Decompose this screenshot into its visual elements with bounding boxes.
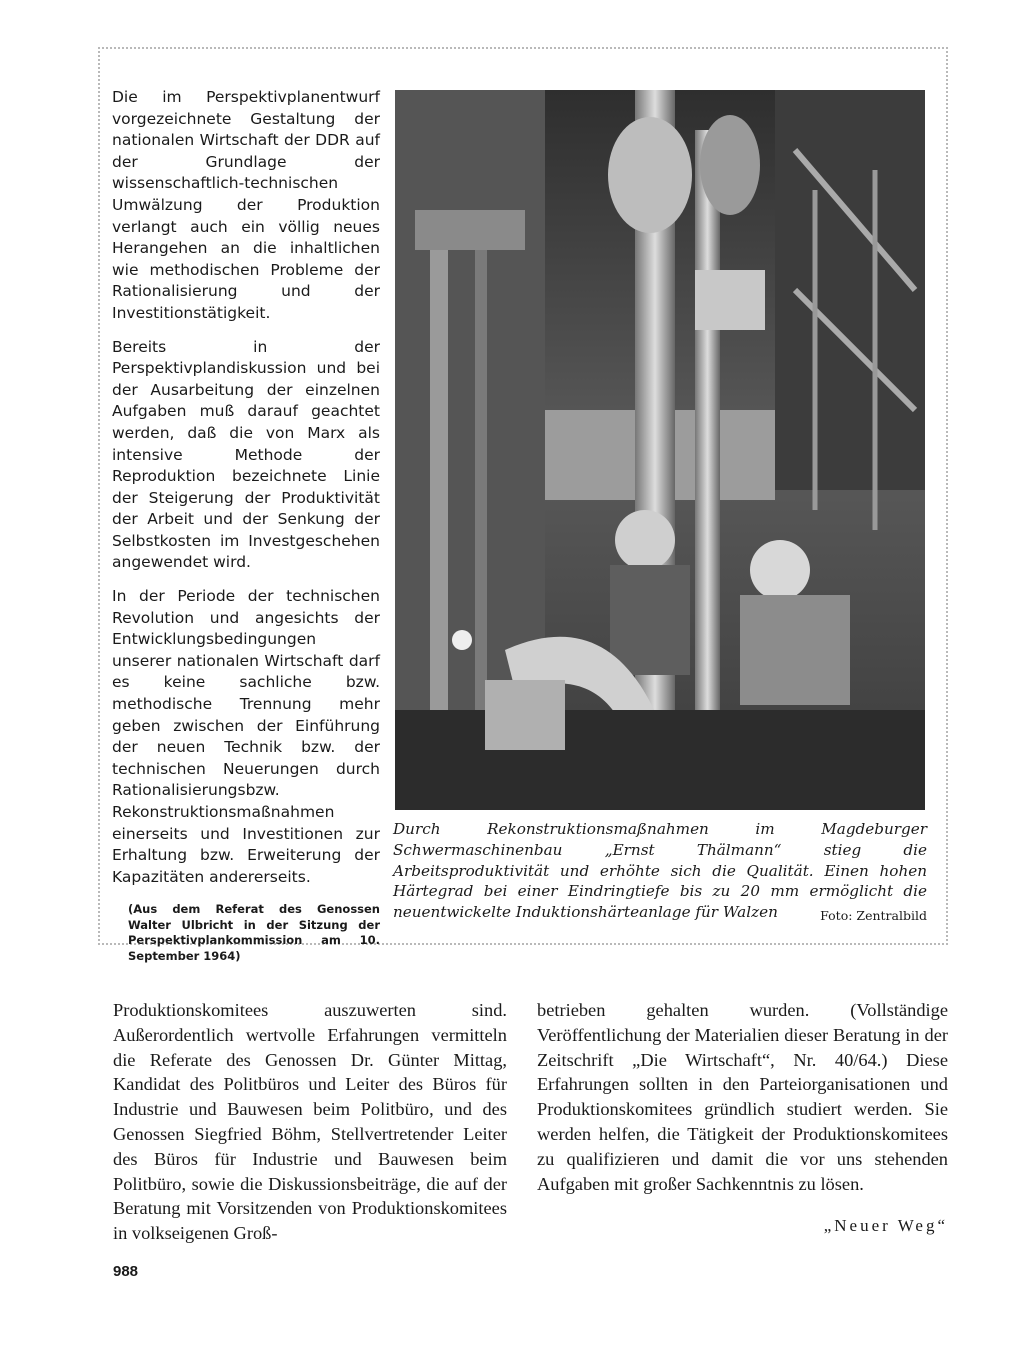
photo-credit: Foto: Zentralbild <box>820 908 927 924</box>
article-text-left: Produktionskomitees auszuwerten sind. Außerordentlich wertvolle Erfahrungen vermitteln die Referate des Genossen Dr. Günter Mittag, Kandidat des Politbüros und Leiter des Büros für Industrie und Bauwesen beim Politbüro, und des Genossen Siegfried Böhm, Stellvertretender Leiter des Büros für Industrie und Bauwesen beim Politbüro, sowie die Diskussionsbeiträge, die auf der Beratung mit Vorsitzenden von Produktionskomitees in volkseigenen Groß- <box>113 1000 507 1244</box>
article-column-right <box>537 998 948 1196</box>
sidebar-quote <box>112 87 380 964</box>
page-number: 988 <box>113 1263 139 1280</box>
photo-caption <box>393 819 927 927</box>
sidebar-paragraph: Die im Perspektivplanentwurf vorgezeichnete Gestaltung der nationalen Wirtschaft der DDR auf der Grundlage der wissenschaftlich-technischen Umwälzung der Produktion verlangt auch ein völlig neues Herangehen an die inhaltlichen wie methodischen Probleme der Rationalisierung und der Investitionstätigkeit. <box>112 88 380 322</box>
sidebar-source: (Aus dem Referat des Genossen Walter Ulbricht in der Sitzung der Perspektivplankommission am 10. September 1964) <box>128 902 380 963</box>
article-text-right: betrieben gehalten wurden. (Vollständige Veröffentlichung der Materialien dieser Beratung in der Zeitschrift „Die Wirtschaft“, Nr. 40/64.) Diese Erfahrungen sollten in den Parteiorganisationen und Produktionskomitees gründlich studiert werden. Sie werden helfen, die Tätigkeit der Produktionskomitees zu qualifizieren und damit die vor uns stehenden Aufgaben mit großer Sachkenntnis zu lösen. <box>537 1000 948 1194</box>
caption-text: Durch Rekonstruktionsmaßnahmen im Magdeburger Schwermaschinenbau „Ernst Thälmann“ stieg die Arbeitsproduktivität und erhöhte sich die Qualität. Einen hohen Härtegrad bei einer Eindringtiefe bis zu 20 mm ermöglicht die neuentwickelte Induktionshärteanlage für Walzen <box>393 820 927 922</box>
sidebar-paragraph: Bereits in der Perspektivplandiskussion und bei der Ausarbeitung der einzelnen Aufgaben muß darauf geachtet werden, daß die von Marx als intensive Methode der Reproduktion bezeichnete Linie der Steigerung der Produktivität der Arbeit und der Senkung der Selbstkosten im Investgeschehen angewendet wird. <box>112 337 380 572</box>
sidebar-paragraph: In der Periode der technischen Revolution und angesichts der Entwicklungsbedingungen unserer nationalen Wirtschaft darf es keine sachliche bzw. methodische Trennung mehr geben zwischen der Einführung der neuen Technik bzw. der technischen Neuerungen durch Rationalisierungsbzw. Rekonstruktionsmaßnahmen einerseits und Investitionen zur Erhaltung bzw. Erweiterung der Kapazitäten andererseits. <box>112 587 380 886</box>
photo-illustration <box>395 90 925 810</box>
article-column-left <box>113 998 507 1246</box>
article-signature: „Neuer Weg“ <box>823 1216 948 1235</box>
photo-induction-hardening-plant <box>395 90 925 810</box>
